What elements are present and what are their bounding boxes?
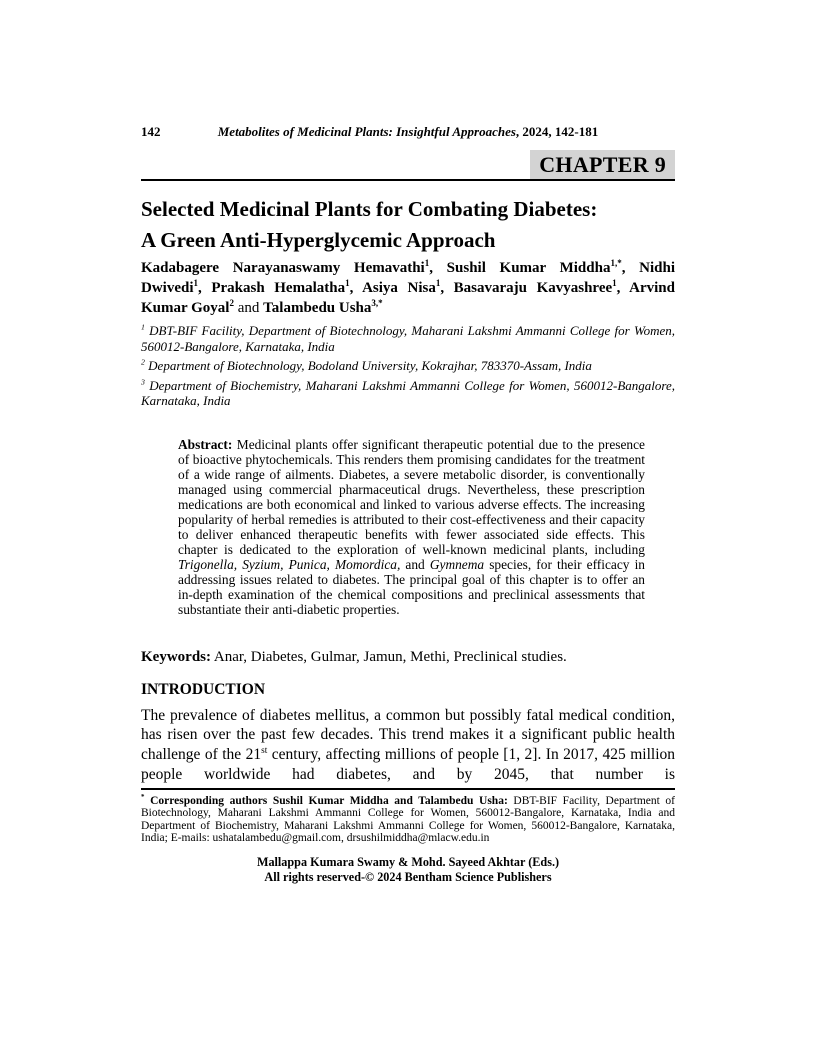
affiliation-1: $^1$ DBT-BIF Facility, Department of Biotechnology, Maharani Lakshmi Ammanni College for Women, 560012-Bangalore, Karnataka, India bbox=[141, 322, 675, 354]
affiliation-2: $^2$ Department of Biotechnology, Bodoland University, Kokrajhar, 783370-Assam, India bbox=[141, 357, 592, 373]
affiliations bbox=[141, 323, 675, 409]
keywords: Keywords: Anar, Diabetes, Gulmar, Jamun, Methi, Preclinical studies. bbox=[141, 648, 567, 665]
corresponding-author-footnote: * Corresponding authors Sushil Kumar Middha and Talambedu Usha: DBT-BIF Facility, Department of Biotechnology, Maharani Lakshmi Ammanni College for Women, 560012-Bangalore, Karnataka, India and Department of Biochemistry, Maharani Lakshmi Ammanni College for Women, 560012-Bangalore, Karnataka, India; E-mails: ushatalambedu@gmail.com, drsushilmiddha@mlacw.edu.in bbox=[141, 788, 675, 845]
copyright-line: All rights reserved-© 2024 Bentham Science Publishers bbox=[264, 869, 552, 884]
book-footer bbox=[141, 855, 675, 885]
author-list: Kadabagere Narayanaswamy Hemavathi$^1$, Sushil Kumar Middha$^{1,*}$, Nidhi Dwivedi$^1$, Prakash Hemalatha$^1$, Asiya Nisa$^1$, Basavaraju Kavyashree$^1$, Arvind Kumar Goyal$^2$ and Talambedu Usha$^{3,*}$ bbox=[141, 258, 676, 316]
affiliation-3: $^3$ Department of Biochemistry, Maharani Lakshmi Ammanni College for Women, 560012-Bangalore, Karnataka, India bbox=[141, 377, 675, 408]
running-header bbox=[141, 124, 675, 140]
chapter-heading-row bbox=[141, 150, 675, 181]
running-title-suffix: , 2024, 142-181 bbox=[515, 124, 599, 139]
abstract: Abstract: Medicinal plants offer significant therapeutic potential due to the presence of bioactive phytochemicals. This renders them promising candidates for the treatment of a wide range of ailments. Diabetes, a severe metabolic disorder, is conventionally managed using commercial pharmaceutical drugs. Nevertheless, these prescription medications are both economical and linked to various adverse effects. The increasing popularity of herbal remedies is attributed to their cost-effectiveness and their capacity to deliver enhanced therapeutic benefits with fewer associated side effects. This chapter is dedicated to the exploration of well-known medicinal plants, including Trigonella, Syzium, Punica, Momordica, and Gymnema species, for their efficacy in addressing issues related to diabetes. The principal goal of this chapter is to offer an in-depth examination of the chemical compositions and preclinical assessments that substantiate their anti-diabetic properties. bbox=[178, 436, 646, 617]
chapter-title-line-2: A Green Anti-Hyperglycemic Approach bbox=[141, 228, 496, 252]
page-number: 142 bbox=[141, 124, 161, 139]
running-title bbox=[218, 124, 599, 139]
chapter-title-line-1: Selected Medicinal Plants for Combating Diabetes: bbox=[141, 197, 598, 221]
chapter-badge: CHAPTER 9 bbox=[530, 150, 675, 179]
introduction-paragraph: The prevalence of diabetes mellitus, a common but possibly fatal medical condition, has risen over the past few decades. This trend makes it a significant public health challenge of the 21st century, affecting millions of people [1, 2]. In 2017, 425 million people worldwide had diabetes, and by 2045, that number is bbox=[141, 706, 675, 783]
chapter-title bbox=[141, 194, 675, 256]
section-heading-introduction: INTRODUCTION bbox=[141, 680, 266, 698]
running-title-text: Metabolites of Medicinal Plants: Insightful Approaches bbox=[217, 124, 516, 139]
editors-line: Mallappa Kumara Swamy & Mohd. Sayeed Akhtar (Eds.) bbox=[256, 854, 560, 869]
